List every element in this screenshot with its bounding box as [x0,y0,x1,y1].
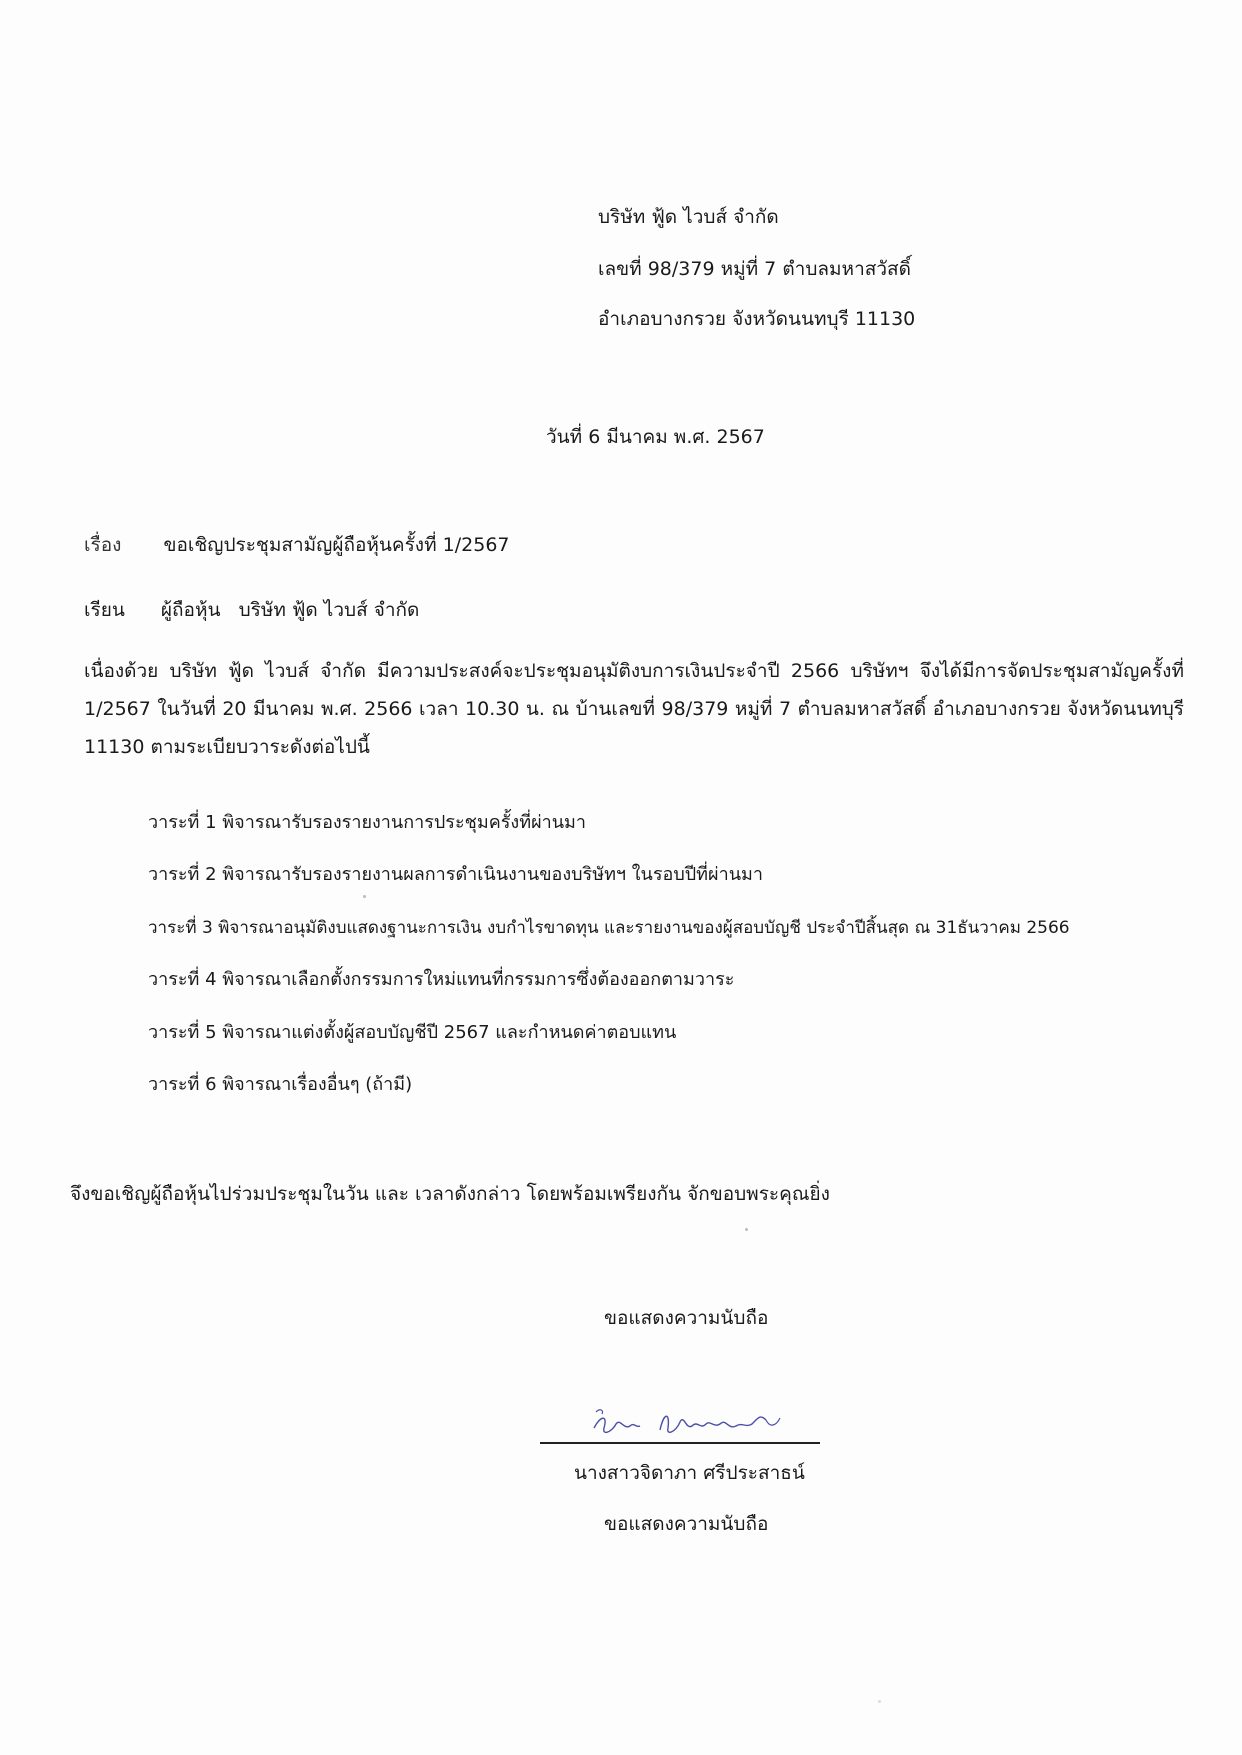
scan-speck [363,895,366,898]
letter-date: วันที่ 6 มีนาคม พ.ศ. 2567 [546,426,765,448]
handwritten-signature [590,1402,790,1442]
scan-speck [745,1228,748,1231]
signer-name: นางสาวจิดาภา ศรีประสาธน์ [574,1462,805,1484]
closing-text: จึงขอเชิญผู้ถือหุ้นไปร่วมประชุมในวัน และ เวลาดังกล่าว โดยพร้อมเพรียงกัน จักขอบพระคุณยิ่ง [70,1183,830,1205]
agenda-item-2: วาระที่ 2 พิจารณารับรองรายงานผลการดำเนินงานของบริษัทฯ ในรอบปีที่ผ่านมา [148,864,763,885]
sender-company: บริษัท ฟู้ด ไวบส์ จำกัด [598,206,779,228]
regards-bottom: ขอแสดงความนับถือ [604,1513,769,1535]
signature-text: จิดาภา ศรีประสาธน์ [590,1402,599,1403]
regards-top: ขอแสดงความนับถือ [604,1307,769,1329]
signature-line [540,1442,820,1444]
agenda-item-5: วาระที่ 5 พิจารณาแต่งตั้งผู้สอบบัญชีปี 2567 และกำหนดค่าตอบแทน [148,1022,677,1043]
body-paragraph: เนื่องด้วย บริษัท ฟู้ด ไวบส์ จำกัด มีความประสงค์จะประชุมอนุมัติงบการเงินประจำปี 2566 บริษัทฯ จึงได้มีการจัดประชุมสามัญครั้งที่ 1/2567 ในวันที่ 20 มีนาคม พ.ศ. 2566 เวลา 10.30 น. ณ บ้านเลขที่ 98/379 หมู่ที่ 7 ตำบลมหาสวัสดิ์ อำเภอบางกรวย จังหวัดนนทบุรี 11130 ตามระเบียบวาระดังต่อไปนี้ [84,660,1184,758]
scan-speck [878,1700,881,1703]
sender-address-line2: อำเภอบางกรวย จังหวัดนนทบุรี 11130 [598,308,916,330]
sender-address-line1: เลขที่ 98/379 หมู่ที่ 7 ตำบลมหาสวัสดิ์ [598,258,911,280]
agenda-item-3: วาระที่ 3 พิจารณาอนุมัติงบแสดงฐานะการเงิน งบกำไรขาดทุน และรายงานของผู้สอบบัญชี ประจำปีสิ้นสุด ณ 31ธันวาคม 2566 [148,918,1070,938]
agenda-item-1: วาระที่ 1 พิจารณารับรองรายงานการประชุมครั้งที่ผ่านมา [148,812,587,833]
agenda-item-4: วาระที่ 4 พิจารณาเลือกตั้งกรรมการใหม่แทนที่กรรมการซึ่งต้องออกตามวาระ [148,969,735,990]
subject-text: ขอเชิญประชุมสามัญผู้ถือหุ้นครั้งที่ 1/2567 [163,534,510,556]
recipient-row [84,598,419,622]
subject-row [84,533,510,557]
recipient-text: ผู้ถือหุ้น บริษัท ฟู้ด ไวบส์ จำกัด [160,599,420,621]
agenda-item-6: วาระที่ 6 พิจารณาเรื่องอื่นๆ (ถ้ามี) [148,1074,413,1095]
subject-label: เรื่อง [84,534,122,556]
recipient-label: เรียน [84,599,125,621]
